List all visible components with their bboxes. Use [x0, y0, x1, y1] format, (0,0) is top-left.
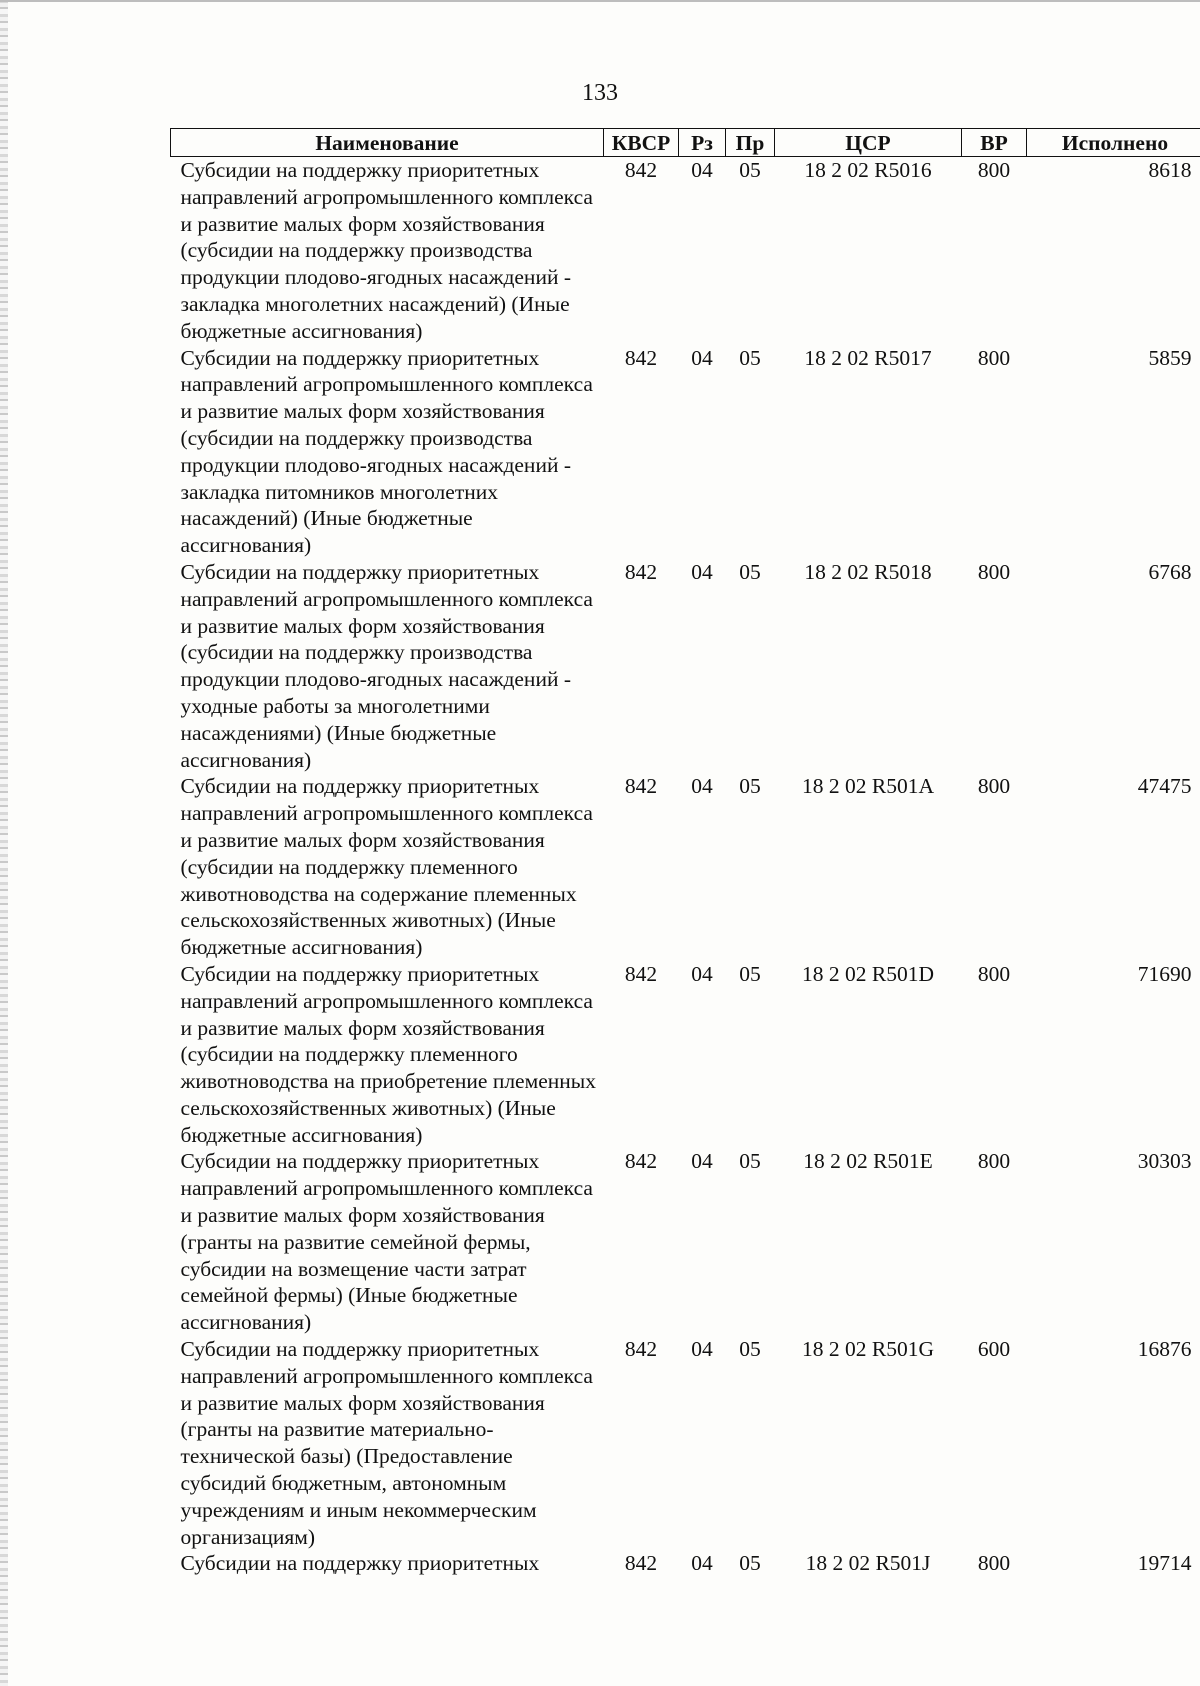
row-pr: 05	[739, 158, 761, 182]
page-number: 133	[582, 80, 618, 106]
header-row	[171, 129, 1200, 157]
row-name: Субсидии на поддержку приоритетных	[180, 1551, 540, 1576]
row-pr: 05	[739, 1551, 761, 1576]
table-row	[171, 773, 1200, 961]
row-kvsr: 842	[624, 1551, 658, 1576]
table-row	[171, 559, 1200, 773]
row-name: Субсидии на поддержку приоритетных направлений агропромышленного комплекса и развитие малых форм хозяйствования (субсидии на поддержку производства продукции плодово-ягодных насаждений - закладка питомников многолетних насаждений) (Иные бюджетные ассигнования)	[180, 345, 593, 558]
row-pr: 05	[739, 345, 761, 370]
table-header	[171, 129, 1200, 157]
row-executed: 16876	[1137, 1337, 1192, 1362]
row-executed: 5859	[1148, 345, 1192, 370]
header-pr: Пр	[726, 129, 775, 157]
row-csr: 18 2 02 R501J	[805, 1551, 931, 1576]
row-vr: 800	[977, 961, 1011, 986]
row-kvsr: 842	[624, 1337, 658, 1362]
scan-edge-top	[0, 0, 1200, 2]
header-executed: Исполнено	[1027, 129, 1200, 157]
row-executed: 8618	[1148, 158, 1192, 182]
row-pr: 05	[739, 1149, 761, 1174]
header-name: Наименование	[171, 129, 604, 157]
row-pr: 05	[739, 1337, 761, 1362]
row-rz: 04	[691, 158, 713, 182]
row-csr: 18 2 02 R5018	[804, 559, 932, 584]
row-kvsr: 842	[624, 774, 658, 799]
row-pr: 05	[739, 961, 761, 986]
header-kvsr: КВСР	[604, 129, 679, 157]
row-csr: 18 2 02 R5016	[804, 158, 932, 182]
row-vr: 800	[977, 774, 1011, 799]
row-csr: 18 2 02 R501G	[802, 1337, 934, 1362]
row-kvsr: 842	[624, 158, 658, 182]
budget-table	[170, 128, 1200, 1577]
row-vr: 800	[977, 158, 1011, 182]
row-csr: 18 2 02 R501D	[802, 961, 934, 986]
row-csr: 18 2 02 R5017	[804, 345, 932, 370]
row-csr: 18 2 02 R501A	[802, 774, 934, 799]
row-rz: 04	[691, 1551, 713, 1576]
table-row	[171, 1336, 1200, 1550]
row-executed: 71690	[1137, 961, 1192, 986]
header-vr: ВР	[962, 129, 1027, 157]
table-row	[171, 157, 1200, 345]
row-executed: 47475	[1137, 774, 1192, 799]
row-name: Субсидии на поддержку приоритетных направлений агропромышленного комплекса и развитие малых форм хозяйствования (субсидии на поддержку племенного животноводства на содержание племенных сельскохозяйственных животных) (Иные бюджетные ассигнования)	[180, 774, 593, 960]
table-body	[171, 157, 1200, 1578]
row-executed: 6768	[1148, 559, 1192, 584]
row-pr: 05	[739, 774, 761, 799]
table-row	[171, 345, 1200, 559]
row-name: Субсидии на поддержку приоритетных направлений агропромышленного комплекса и развитие малых форм хозяйствования (гранты на развитие семейной фермы, субсидии на возмещение части затрат семейной фермы) (Иные бюджетные ассигнования)	[180, 1149, 593, 1335]
row-kvsr: 842	[624, 559, 658, 584]
row-vr: 600	[977, 1337, 1011, 1362]
row-csr: 18 2 02 R501E	[803, 1149, 933, 1174]
row-rz: 04	[691, 1337, 713, 1362]
header-rz: Рз	[679, 129, 726, 157]
row-executed: 19714	[1137, 1551, 1192, 1576]
table-row	[171, 961, 1200, 1149]
row-name: Субсидии на поддержку приоритетных направлений агропромышленного комплекса и развитие малых форм хозяйствования (субсидии на поддержку производства продукции плодово-ягодных насаждений - уходные работы за многолетними насаждениями) (Иные бюджетные ассигнования)	[180, 559, 593, 772]
table-row	[171, 1148, 1200, 1336]
row-vr: 800	[977, 1551, 1011, 1576]
row-pr: 05	[739, 559, 761, 584]
row-kvsr: 842	[624, 1149, 658, 1174]
scan-edge	[0, 0, 8, 1686]
row-rz: 04	[691, 774, 713, 799]
row-name: Субсидии на поддержку приоритетных направлений агропромышленного комплекса и развитие малых форм хозяйствования (субсидии на поддержку производства продукции плодово-ягодных насаждений - закладка многолетних насаждений) (Иные бюджетные ассигнования)	[180, 158, 593, 343]
row-name: Субсидии на поддержку приоритетных направлений агропромышленного комплекса и развитие малых форм хозяйствования (субсидии на поддержку племенного животноводства на приобретение племенных сельскохозяйственных животных) (Иные бюджетные ассигнования)	[180, 961, 596, 1147]
row-vr: 800	[977, 345, 1011, 370]
row-vr: 800	[977, 559, 1011, 584]
row-executed: 30303	[1137, 1149, 1192, 1174]
table-row	[171, 1550, 1200, 1577]
row-rz: 04	[691, 559, 713, 584]
row-rz: 04	[691, 345, 713, 370]
row-vr: 800	[977, 1149, 1011, 1174]
row-kvsr: 842	[624, 961, 658, 986]
row-rz: 04	[691, 1149, 713, 1174]
row-name: Субсидии на поддержку приоритетных направлений агропромышленного комплекса и развитие малых форм хозяйствования (гранты на развитие материально-технической базы) (Предоставление субсидий бюджетным, автономным учреждениям и иным некоммерческим организациям)	[180, 1337, 593, 1549]
row-kvsr: 842	[624, 345, 658, 370]
row-rz: 04	[691, 961, 713, 986]
header-csr: ЦСР	[775, 129, 962, 157]
